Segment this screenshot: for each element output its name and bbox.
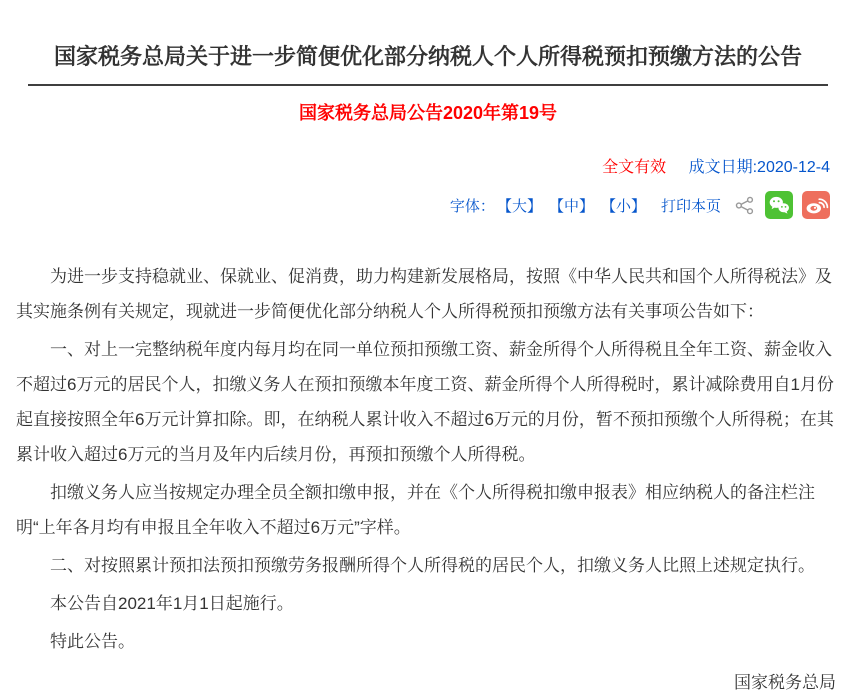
print-button[interactable]: 打印本页 bbox=[660, 197, 721, 215]
share-icon[interactable] bbox=[735, 196, 754, 215]
doc-meta bbox=[26, 159, 830, 177]
title-divider bbox=[28, 84, 828, 86]
font-medium-button[interactable]: 【中】 bbox=[548, 197, 594, 215]
paragraph-item-1-note: 扣缴义务人应当按规定办理全员全额扣缴申报，并在《个人所得税扣缴申报表》相应纳税人的备注栏注明“上年各月均有申报且全年收入不超过6万元”字样。 bbox=[16, 483, 815, 537]
font-small-button[interactable]: 【小】 bbox=[600, 197, 646, 215]
paragraph-intro: 为进一步支持稳就业、保就业、促消费，助力构建新发展格局，按照《中华人民共和国个人所得税法》及其实施条例有关规定，现就进一步简便优化部分纳税人个人所得税预扣预缴方法有关事项公告如下： bbox=[16, 267, 832, 321]
font-size-label: 字体： bbox=[449, 197, 495, 215]
font-large-button[interactable]: 【大】 bbox=[496, 197, 542, 215]
signature: 国家税务总局 bbox=[734, 673, 836, 692]
announcement-body bbox=[16, 259, 840, 700]
status-badge: 全文有效 bbox=[602, 159, 667, 176]
weibo-share-icon[interactable] bbox=[802, 191, 830, 219]
paragraph-effective-date: 本公告自2021年1月1日起施行。 bbox=[50, 594, 294, 613]
toolbar bbox=[26, 191, 830, 219]
paragraph-item-1: 一、对上一完整纳税年度内每月均在同一单位预扣预缴工资、薪金所得个人所得税且全年工资、薪金收入不超过6万元的居民个人，扣缴义务人在预扣预缴本年度工资、薪金所得个人所得税时，累计减除费用自1月份起直接按照全年6万元计算扣除。即，在纳税人累计收入不超过6万元的月份，暂不预扣预缴个人所得税；在其累计收入超过6万元的当月及年内后续月份，再预扣预缴个人所得税。 bbox=[16, 340, 834, 464]
page-title: 国家税务总局关于进一步简便优化部分纳税人个人所得税预扣预缴方法的公告 bbox=[53, 44, 802, 69]
wechat-share-icon[interactable] bbox=[765, 191, 793, 219]
paragraph-item-2: 二、对按照累计预扣法预扣预缴劳务报酬所得个人所得税的居民个人，扣缴义务人比照上述规定执行。 bbox=[50, 556, 815, 575]
paragraph-closing: 特此公告。 bbox=[50, 632, 135, 651]
doc-number: 国家税务总局公告2020年第19号 bbox=[298, 103, 558, 123]
publish-date: 成文日期:2020-12-4 bbox=[688, 159, 830, 176]
